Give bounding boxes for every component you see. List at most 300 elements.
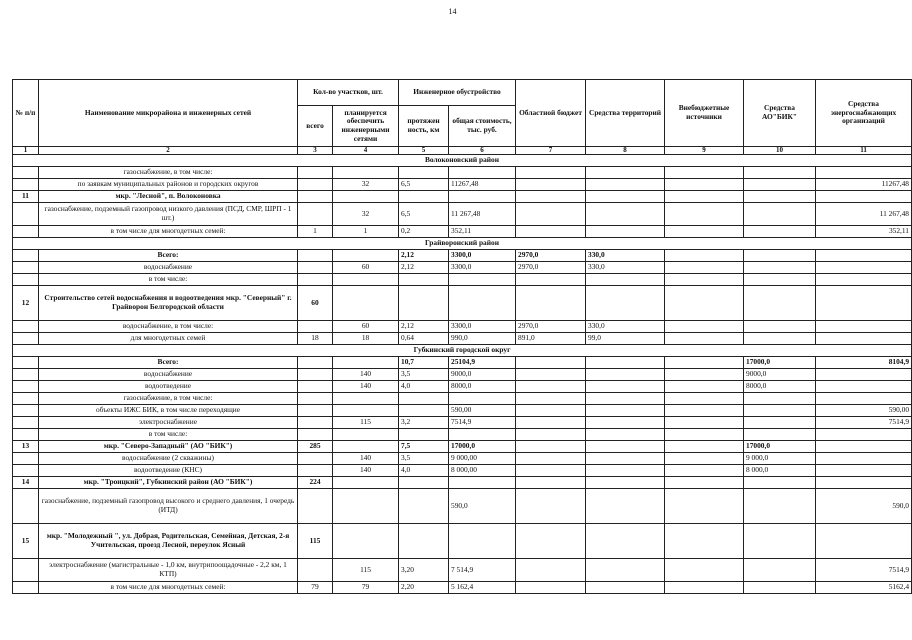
column-number-row: [13, 147, 912, 155]
cell-extrabudget: [665, 417, 744, 429]
cell-plots-total: [298, 262, 333, 274]
cell-territories: [586, 226, 665, 238]
cell-regional: [516, 453, 586, 465]
table-row: [13, 524, 912, 559]
cell-cost: 990,0: [449, 333, 516, 345]
cell-energy: [816, 167, 912, 179]
cell-cost: 17000,0: [449, 441, 516, 453]
cell-bik: [744, 333, 816, 345]
cell-name: мкр. "Троицкий", Губкинский район (АО "БИК"): [39, 477, 298, 489]
cell-energy: [816, 333, 912, 345]
cell-regional: [516, 381, 586, 393]
table-row: [13, 179, 912, 191]
cell-length: [399, 405, 449, 417]
cell-extrabudget: [665, 489, 744, 524]
cell-regional: [516, 191, 586, 203]
cell-regional: [516, 286, 586, 321]
cell-name: водоотведение: [39, 381, 298, 393]
cell-bik: [744, 321, 816, 333]
cell-name: водоснабжение (2 скважины): [39, 453, 298, 465]
cell-extrabudget: [665, 429, 744, 441]
cell-length: 3,2: [399, 417, 449, 429]
column-number: 4: [333, 147, 399, 155]
cell-extrabudget: [665, 393, 744, 405]
header-bik-funds: Средства АО"БИК": [744, 80, 816, 147]
cell-cost: [449, 274, 516, 286]
cell-cost: 352,11: [449, 226, 516, 238]
cell-territories: [586, 417, 665, 429]
cell-bik: [744, 477, 816, 489]
header-engineering-group: Инженерное обустройство: [399, 80, 516, 106]
cell-length: 10,7: [399, 357, 449, 369]
cell-territories: [586, 582, 665, 594]
cell-plots-planned: [333, 393, 399, 405]
cell-territories: [586, 405, 665, 417]
cell-extrabudget: [665, 405, 744, 417]
cell-num: [13, 167, 39, 179]
cell-plots-total: [298, 321, 333, 333]
cell-cost: [449, 477, 516, 489]
cell-territories: 330,0: [586, 321, 665, 333]
cell-plots-total: [298, 489, 333, 524]
cell-num: [13, 321, 39, 333]
cell-regional: 2970,0: [516, 321, 586, 333]
table-row: [13, 417, 912, 429]
cell-plots-planned: [333, 405, 399, 417]
cell-energy: [816, 441, 912, 453]
cell-extrabudget: [665, 321, 744, 333]
cell-plots-total: 18: [298, 333, 333, 345]
cell-name: в том числе:: [39, 429, 298, 441]
cell-num: 14: [13, 477, 39, 489]
cell-name: газоснабжение, подземный газопровод высокого и среднего давления, 1 очередь (ИТД): [39, 489, 298, 524]
cell-extrabudget: [665, 559, 744, 582]
cell-plots-total: [298, 179, 333, 191]
cell-regional: [516, 226, 586, 238]
cell-regional: [516, 441, 586, 453]
cell-extrabudget: [665, 191, 744, 203]
cell-extrabudget: [665, 262, 744, 274]
cell-regional: [516, 465, 586, 477]
cell-territories: 99,0: [586, 333, 665, 345]
cell-bik: 17000,0: [744, 441, 816, 453]
table-row: [13, 429, 912, 441]
cell-plots-planned: 1: [333, 226, 399, 238]
cell-energy: [816, 381, 912, 393]
cell-bik: 17000,0: [744, 357, 816, 369]
cell-territories: [586, 429, 665, 441]
cell-length: 3,20: [399, 559, 449, 582]
cell-num: [13, 250, 39, 262]
table-row: [13, 405, 912, 417]
table-row: [13, 489, 912, 524]
table-row: [13, 453, 912, 465]
cell-territories: [586, 167, 665, 179]
cell-energy: 352,11: [816, 226, 912, 238]
cell-name: мкр. "Лесной", п. Волоконовка: [39, 191, 298, 203]
cell-cost: 25104,9: [449, 357, 516, 369]
cell-length: 3,5: [399, 369, 449, 381]
table-body: [13, 155, 912, 594]
cell-territories: [586, 524, 665, 559]
cell-plots-planned: [333, 250, 399, 262]
cell-name: газоснабжение, в том числе:: [39, 167, 298, 179]
column-number: 1: [13, 147, 39, 155]
cell-energy: 590,0: [816, 489, 912, 524]
cell-plots-total: [298, 381, 333, 393]
cell-plots-planned: 140: [333, 453, 399, 465]
column-number: 6: [449, 147, 516, 155]
cell-length: 2,12: [399, 262, 449, 274]
cell-name: в том числе для многодетных семей:: [39, 582, 298, 594]
cell-name: Всего:: [39, 357, 298, 369]
cell-extrabudget: [665, 477, 744, 489]
cell-name: мкр. "Северо-Западный" (АО "БИК"): [39, 441, 298, 453]
cell-num: [13, 262, 39, 274]
cell-plots-total: [298, 357, 333, 369]
cell-name: Всего:: [39, 250, 298, 262]
cell-plots-total: [298, 274, 333, 286]
cell-energy: [816, 524, 912, 559]
cell-territories: [586, 274, 665, 286]
cell-cost: 590,00: [449, 405, 516, 417]
cell-cost: 9000,0: [449, 369, 516, 381]
table-row: [13, 465, 912, 477]
cell-plots-planned: [333, 286, 399, 321]
table-row: [13, 381, 912, 393]
cell-length: [399, 191, 449, 203]
table-row: [13, 441, 912, 453]
section-title: Губкинский городской округ: [13, 345, 912, 357]
cell-name: в том числе:: [39, 274, 298, 286]
cell-cost: 7 514,9: [449, 559, 516, 582]
column-number: 8: [586, 147, 665, 155]
cell-regional: [516, 477, 586, 489]
table-row: [13, 191, 912, 203]
cell-num: [13, 405, 39, 417]
header-plots-planned: планируется обеспечить инженерными сетями: [333, 106, 399, 147]
cell-plots-total: [298, 453, 333, 465]
table-row: [13, 274, 912, 286]
cell-territories: [586, 453, 665, 465]
cell-regional: 891,0: [516, 333, 586, 345]
cell-regional: [516, 357, 586, 369]
cell-cost: 3300,0: [449, 321, 516, 333]
cell-bik: [744, 179, 816, 191]
cell-length: [399, 524, 449, 559]
cell-bik: [744, 429, 816, 441]
cell-extrabudget: [665, 357, 744, 369]
column-number: 7: [516, 147, 586, 155]
cell-energy: 590,00: [816, 405, 912, 417]
cell-name: электроснабжение: [39, 417, 298, 429]
cell-length: [399, 477, 449, 489]
cell-plots-total: [298, 393, 333, 405]
cell-cost: 3300,0: [449, 250, 516, 262]
cell-bik: [744, 203, 816, 226]
table-row: [13, 477, 912, 489]
cell-name: в том числе для многодетных семей:: [39, 226, 298, 238]
cell-energy: [816, 250, 912, 262]
cell-num: [13, 429, 39, 441]
cell-length: [399, 274, 449, 286]
cell-energy: [816, 191, 912, 203]
cell-name: водоснабжение: [39, 262, 298, 274]
cell-energy: 11 267,48: [816, 203, 912, 226]
cell-bik: 9 000,0: [744, 453, 816, 465]
header-num: № п/п: [13, 80, 39, 147]
cell-territories: [586, 179, 665, 191]
cell-extrabudget: [665, 369, 744, 381]
cell-name: по заявкам муниципальных районов и городских округов: [39, 179, 298, 191]
cell-length: [399, 286, 449, 321]
cell-cost: 11 267,48: [449, 203, 516, 226]
cell-bik: 9000,0: [744, 369, 816, 381]
cell-num: [13, 453, 39, 465]
cell-bik: [744, 250, 816, 262]
cell-num: [13, 226, 39, 238]
cell-bik: [744, 405, 816, 417]
column-number: 3: [298, 147, 333, 155]
cell-num: [13, 203, 39, 226]
cell-length: 3,5: [399, 453, 449, 465]
cell-energy: 8104,9: [816, 357, 912, 369]
header-territories: Средства территорий: [586, 80, 665, 147]
cell-regional: [516, 417, 586, 429]
cell-regional: 2970,0: [516, 250, 586, 262]
cell-length: 4,0: [399, 381, 449, 393]
cell-num: [13, 465, 39, 477]
cell-extrabudget: [665, 333, 744, 345]
cell-bik: [744, 524, 816, 559]
cell-territories: [586, 191, 665, 203]
cell-territories: [586, 559, 665, 582]
cell-num: [13, 393, 39, 405]
cell-plots-planned: 140: [333, 465, 399, 477]
cell-plots-planned: 79: [333, 582, 399, 594]
cell-num: [13, 333, 39, 345]
cell-extrabudget: [665, 167, 744, 179]
cell-plots-total: 60: [298, 286, 333, 321]
cell-territories: 330,0: [586, 250, 665, 262]
cell-cost: 5 162,4: [449, 582, 516, 594]
section-row: [13, 345, 912, 357]
cell-plots-total: [298, 417, 333, 429]
cell-length: 2,12: [399, 250, 449, 262]
cell-extrabudget: [665, 441, 744, 453]
cell-regional: [516, 179, 586, 191]
cell-energy: [816, 262, 912, 274]
cell-extrabudget: [665, 453, 744, 465]
cell-bik: [744, 417, 816, 429]
cell-length: 6,5: [399, 179, 449, 191]
investment-table: [12, 79, 912, 594]
cell-plots-planned: 60: [333, 321, 399, 333]
header-plots-group: Кол-во участков, шт.: [298, 80, 399, 106]
table-row: [13, 286, 912, 321]
cell-extrabudget: [665, 524, 744, 559]
table-row: [13, 167, 912, 179]
cell-plots-planned: 140: [333, 369, 399, 381]
cell-plots-planned: [333, 489, 399, 524]
cell-plots-total: 224: [298, 477, 333, 489]
column-number: 10: [744, 147, 816, 155]
cell-energy: [816, 369, 912, 381]
cell-territories: [586, 441, 665, 453]
cell-plots-planned: [333, 477, 399, 489]
cell-plots-planned: [333, 191, 399, 203]
cell-bik: [744, 393, 816, 405]
cell-extrabudget: [665, 203, 744, 226]
cell-cost: 8 000,00: [449, 465, 516, 477]
cell-territories: [586, 203, 665, 226]
cell-bik: [744, 167, 816, 179]
cell-length: [399, 489, 449, 524]
table-row: [13, 582, 912, 594]
cell-regional: [516, 369, 586, 381]
cell-energy: [816, 321, 912, 333]
cell-num: 12: [13, 286, 39, 321]
cell-energy: [816, 393, 912, 405]
section-row: [13, 155, 912, 167]
header-extrabudget: Внебюджетные источники: [665, 80, 744, 147]
cell-energy: 5162,4: [816, 582, 912, 594]
table-row: [13, 369, 912, 381]
cell-cost: 9 000,00: [449, 453, 516, 465]
cell-cost: [449, 524, 516, 559]
header-plots-total: всего: [298, 106, 333, 147]
table-row: [13, 203, 912, 226]
cell-cost: 11267,48: [449, 179, 516, 191]
cell-energy: [816, 477, 912, 489]
column-number: 11: [816, 147, 912, 155]
cell-energy: [816, 453, 912, 465]
cell-bik: [744, 489, 816, 524]
cell-num: [13, 357, 39, 369]
cell-name: газоснабжение, в том числе:: [39, 393, 298, 405]
cell-length: 7,5: [399, 441, 449, 453]
cell-territories: [586, 393, 665, 405]
cell-plots-total: [298, 369, 333, 381]
cell-bik: [744, 559, 816, 582]
cell-territories: [586, 369, 665, 381]
cell-energy: [816, 286, 912, 321]
cell-bik: 8000,0: [744, 381, 816, 393]
cell-cost: [449, 191, 516, 203]
cell-num: [13, 559, 39, 582]
cell-cost: [449, 393, 516, 405]
cell-plots-planned: 32: [333, 179, 399, 191]
cell-cost: 590,0: [449, 489, 516, 524]
cell-energy: 11267,48: [816, 179, 912, 191]
cell-plots-planned: [333, 357, 399, 369]
cell-regional: 2970,0: [516, 262, 586, 274]
cell-territories: [586, 286, 665, 321]
cell-num: [13, 417, 39, 429]
page-number: 14: [448, 7, 457, 16]
cell-plots-total: [298, 559, 333, 582]
table-row: [13, 393, 912, 405]
table-row: [13, 321, 912, 333]
cell-regional: [516, 559, 586, 582]
cell-territories: [586, 477, 665, 489]
cell-length: 2,20: [399, 582, 449, 594]
cell-regional: [516, 524, 586, 559]
cell-regional: [516, 274, 586, 286]
column-number: 9: [665, 147, 744, 155]
cell-bik: [744, 226, 816, 238]
cell-name: электроснабжение (магистральные - 1,0 км, внутрипоощадочные - 2,2 км, 1 КТП): [39, 559, 298, 582]
cell-plots-planned: [333, 441, 399, 453]
cell-plots-total: 1: [298, 226, 333, 238]
cell-length: 0,2: [399, 226, 449, 238]
cell-length: 0,64: [399, 333, 449, 345]
cell-name: для многодетных семей: [39, 333, 298, 345]
cell-num: [13, 381, 39, 393]
cell-plots-planned: 60: [333, 262, 399, 274]
cell-extrabudget: [665, 226, 744, 238]
cell-energy: [816, 465, 912, 477]
cell-plots-planned: 115: [333, 559, 399, 582]
cell-energy: 7514,9: [816, 559, 912, 582]
cell-extrabudget: [665, 286, 744, 321]
header-name: Наименование микрорайона и инженерных сетей: [39, 80, 298, 147]
cell-plots-planned: 18: [333, 333, 399, 345]
cell-cost: [449, 429, 516, 441]
cell-plots-total: [298, 405, 333, 417]
cell-num: [13, 369, 39, 381]
cell-num: [13, 582, 39, 594]
header-regional-budget: Областной бюджет: [516, 80, 586, 147]
cell-plots-total: [298, 429, 333, 441]
cell-extrabudget: [665, 381, 744, 393]
cell-bik: [744, 582, 816, 594]
cell-name: водоотведение (КНС): [39, 465, 298, 477]
cell-regional: [516, 167, 586, 179]
cell-num: [13, 179, 39, 191]
cell-length: 2,12: [399, 321, 449, 333]
cell-regional: [516, 203, 586, 226]
cell-energy: 7514,9: [816, 417, 912, 429]
table-row: [13, 226, 912, 238]
cell-bik: [744, 191, 816, 203]
cell-length: [399, 167, 449, 179]
cell-regional: [516, 582, 586, 594]
cell-extrabudget: [665, 179, 744, 191]
cell-length: [399, 429, 449, 441]
cell-territories: [586, 357, 665, 369]
cell-cost: 8000,0: [449, 381, 516, 393]
cell-plots-total: [298, 167, 333, 179]
cell-regional: [516, 489, 586, 524]
table-row: [13, 357, 912, 369]
cell-plots-planned: [333, 524, 399, 559]
header-length: протяжен ность, км: [399, 106, 449, 147]
cell-extrabudget: [665, 582, 744, 594]
cell-extrabudget: [665, 274, 744, 286]
cell-name: Строительство сетей водоснабжения и водоотведения мкр. "Северный" г. Грайворон Белгородской области: [39, 286, 298, 321]
cell-bik: [744, 262, 816, 274]
cell-plots-total: [298, 465, 333, 477]
cell-name: мкр. "Молодежный ", ул. Добрая, Родительская, Семейная, Детская, 2-я Учительская, проезд Лесной, переулок Ясный: [39, 524, 298, 559]
cell-num: 13: [13, 441, 39, 453]
cell-territories: [586, 489, 665, 524]
cell-regional: [516, 405, 586, 417]
cell-plots-planned: [333, 167, 399, 179]
cell-name: водоснабжение: [39, 369, 298, 381]
table-row: [13, 250, 912, 262]
column-number: 2: [39, 147, 298, 155]
